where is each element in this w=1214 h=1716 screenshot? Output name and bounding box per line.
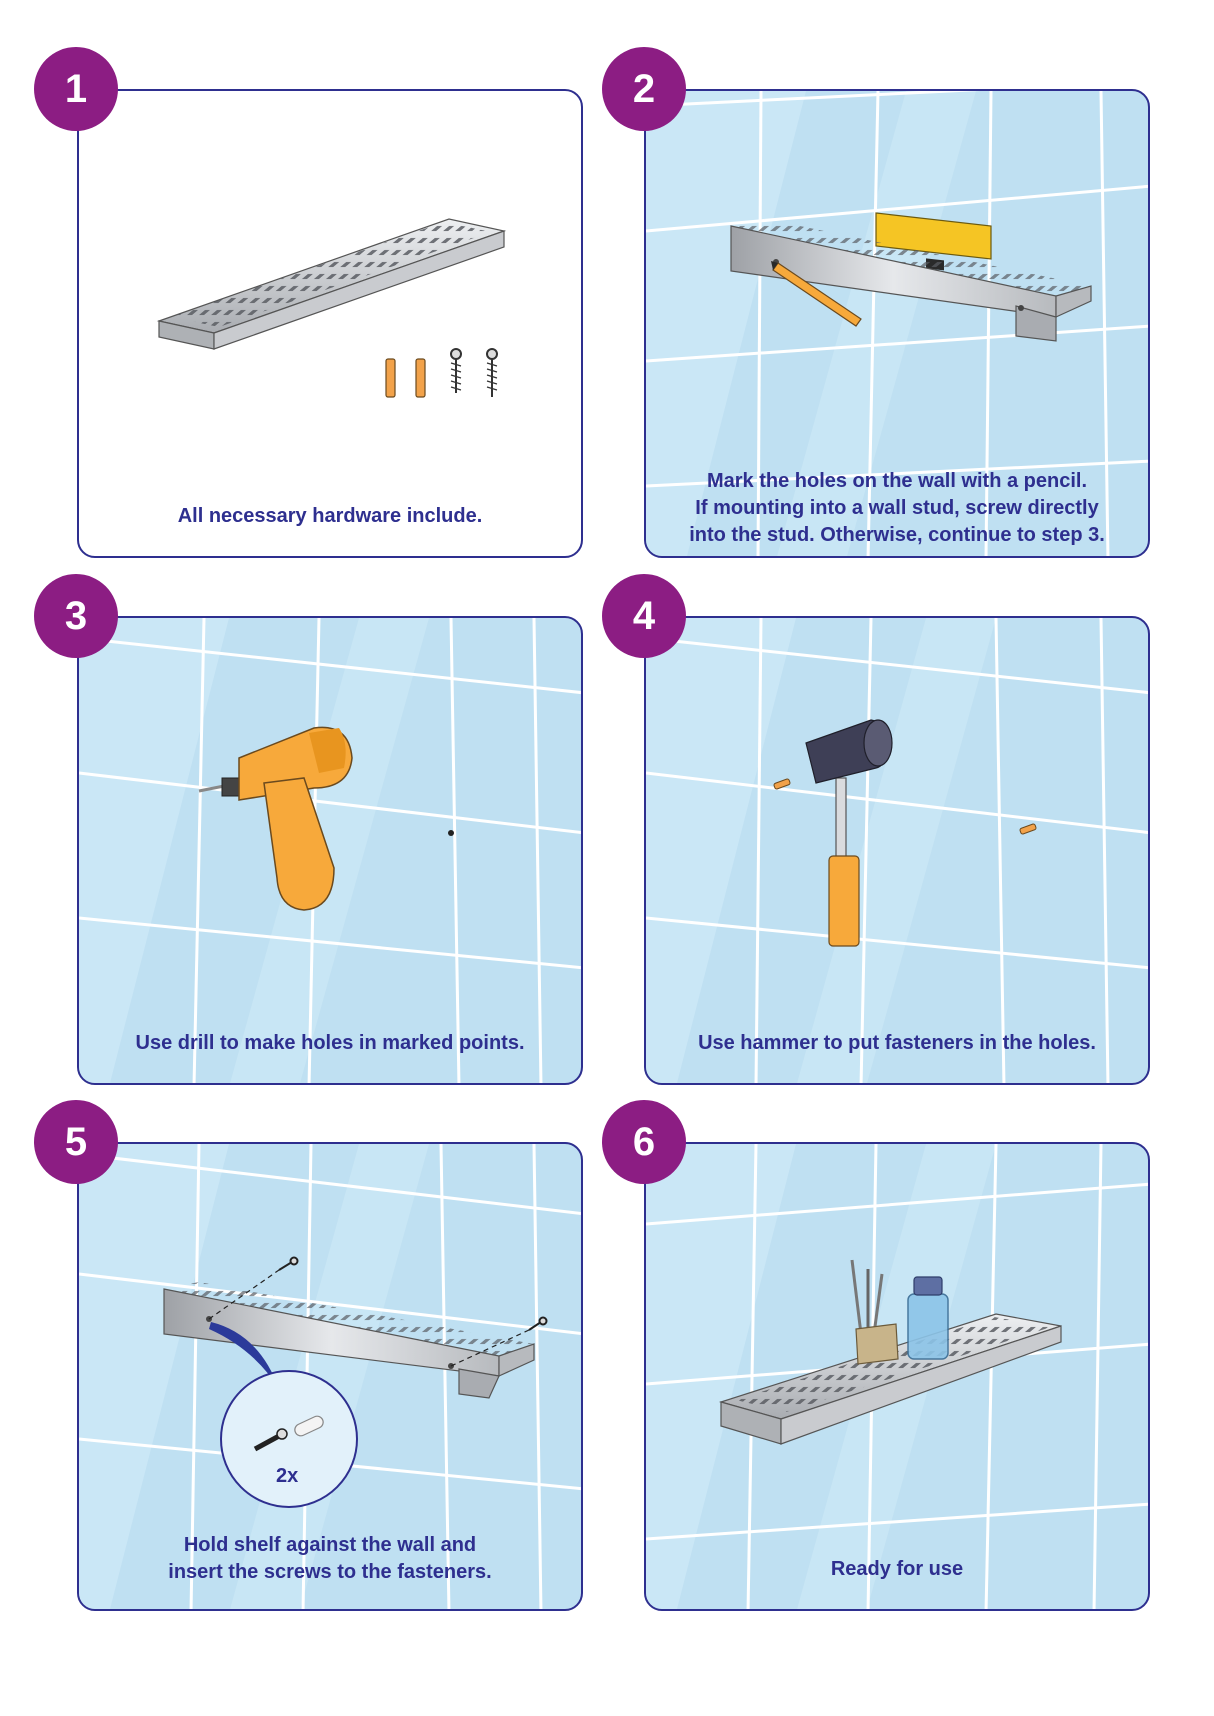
drill-icon xyxy=(199,727,352,910)
quantity-label: 2x xyxy=(276,1465,299,1487)
caption-line: All necessary hardware include. xyxy=(177,505,483,527)
screw-icon xyxy=(451,349,497,397)
step-2-panel xyxy=(644,89,1150,558)
caption-line: Hold shelf against the wall and xyxy=(183,1534,477,1556)
step-5-caption xyxy=(79,1532,581,1586)
caption-line: into the stud. Otherwise, continue to step 3. xyxy=(689,524,1105,546)
step-4-illustration xyxy=(646,618,1150,1085)
caption-line: Use drill to make holes in marked points. xyxy=(135,1032,525,1054)
shelf-icon xyxy=(164,1282,534,1398)
step-3-panel xyxy=(77,616,583,1085)
step-1-badge xyxy=(34,47,118,131)
step-number: 4 xyxy=(632,593,656,638)
caption-line: Mark the holes on the wall with a pencil. xyxy=(706,470,1088,492)
caption-line: If mounting into a wall stud, screw directly xyxy=(695,497,1099,519)
brush-holder-icon xyxy=(852,1260,898,1364)
step-number: 6 xyxy=(632,1119,656,1164)
caption-line: Ready for use xyxy=(830,1558,964,1580)
step-4-caption xyxy=(646,1030,1148,1057)
step-5-badge xyxy=(34,1100,118,1184)
step-number: 5 xyxy=(64,1119,88,1164)
step-3-caption xyxy=(79,1030,581,1057)
step-3-illustration xyxy=(79,618,583,1085)
step-6-panel xyxy=(644,1142,1150,1611)
step-1-illustration xyxy=(79,91,583,558)
step-4-badge xyxy=(602,574,686,658)
step-2-caption xyxy=(646,468,1148,549)
step-4-panel xyxy=(644,616,1150,1085)
marked-point xyxy=(448,830,454,836)
step-number: 3 xyxy=(64,593,88,638)
step-1-caption xyxy=(79,503,581,530)
step-2-badge xyxy=(602,47,686,131)
step-6-caption xyxy=(646,1556,1148,1583)
caption-line: Use hammer to put fasteners in the holes. xyxy=(698,1032,1096,1054)
wall-plug-icon xyxy=(773,778,1036,834)
mallet-icon xyxy=(806,720,892,946)
shelf-icon xyxy=(159,219,504,349)
step-5-panel xyxy=(77,1142,583,1611)
step-3-badge xyxy=(34,574,118,658)
step-6-badge xyxy=(602,1100,686,1184)
step-number: 1 xyxy=(64,66,88,111)
step-1-panel xyxy=(77,89,583,558)
step-6-illustration xyxy=(646,1144,1150,1611)
bottle-icon xyxy=(908,1277,948,1359)
caption-line: insert the screws to the fasteners. xyxy=(168,1561,492,1583)
step-number: 2 xyxy=(632,66,656,111)
wall-plug-icon xyxy=(386,359,425,397)
